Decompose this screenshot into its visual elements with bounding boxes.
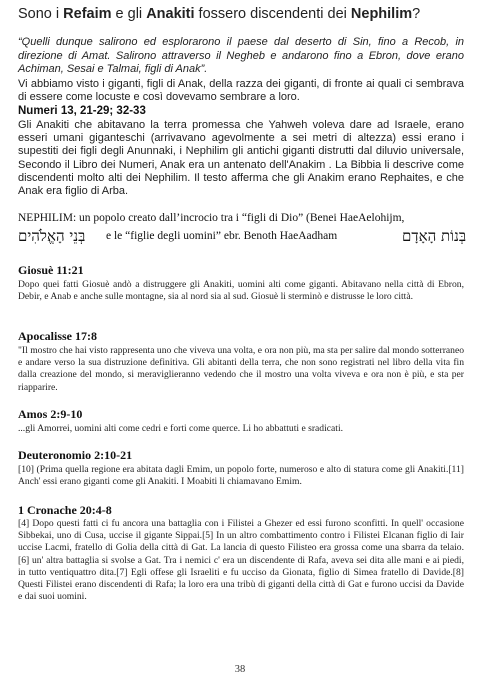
title-text-mid2: fossero discendenti dei [194,6,351,22]
section-body-amos: ...gli Amorrei, uomini alti come cedri e forti come querce. Li ho abbattuti e sradicati. [18,423,344,434]
section-heading-giosue: Giosuè 11:21 [18,263,84,277]
section-heading-amos: Amos 2:9-10 [18,407,83,421]
hebrew-benoth-haadam: בְּנוֹת הָאָדָם [402,227,467,245]
bible-quote: “Quelli dunque salirono ed esplorarono il paese dal deserto di Sin, fino a Recob, in direzione di Amat. Salirono attraverso il Negheb e andarono fino a Ebron, dove erano Achiman, Sesai e Talmai, figli di Anak”. [18,36,464,75]
title-anakiti: Anakiti [146,6,195,22]
numeri-heading: Numeri 13, 21-29; 32-33 [18,105,146,117]
hebrew-line-text: e le “figlie degli uomini” ebr. Benoth HaeAadham [106,230,338,242]
title-refaim: Refaim [63,6,112,22]
section-body-cronache: [4] Dopo questi fatti ci fu ancora una battaglia con i Filistei a Ghezer ed essi furono sconfitti. In quell' occasione Sibbekai, uno di Cusa, uccise il gigante Sippai.[5] In un altro combattimento contro i Filistei Elcanan figlio di Iair uccise Lacmi, fratello di Golia della città di Gat. La lancia di questo Filisteo era grossa come una sbarra da telaio.[6] un' altra battaglia si svolse a Gat. Tra i nemici c' era un discendente di Rafa, aveva sei dita alle mani e ai piedi, in tutto ventiquattro dita.[7] Egli offese gli Israeliti e fu ucciso da Gionata, figlio di Simea fratello di Davide.[8] Questi Filistei erano discendenti di Rafa; la loro era una tribù di giganti della città di Gat e furono uccisi da Davide e dai suoi uomini. [18,518,464,603]
section-heading-apocalisse: Apocalisse 17:8 [18,329,97,343]
section-body-apocalisse: "Il mostro che hai visto rappresenta uno che viveva una volta, e ora non più, ma sta per salire dal mondo sotterraneo e andare verso la sua distruzione definitiva. Gli abitanti della terra, che non sono registrati nel libro della vita fin dalla creazione del mondo, si meraviglieranno vedendo che il mostro una volta viveva e ora non è più, e sta per riapparire. [18,345,464,393]
page-number: 38 [234,664,246,675]
numeri-paragraph: Gli Anakiti che abitavano la terra promessa che Yahweh voleva dare ad Israele, erano esseri umani giganteschi (arrivavano agevolmente a sei metri di altezza) essi erano i supestiti dei figli degli Anunnaki, i Nephilim gli antichi giganti distrutti dal diluvio universale, Secondo il Libro dei Numeri, Anak era un antenato dell'Anakim . La Bibbia li descrive come discendenti molto alti dei Nephilim. Il testo afferma che gli Anakim erano Rephaites, e che Anak era figlio di Arba. [18,119,464,198]
title-text-mid1: e gli [111,6,147,22]
title-nephilim: Nephilim [350,6,413,22]
page-title [18,5,464,23]
section-heading-cronache: 1 Cronache 20:4-8 [18,503,112,517]
nephilim-definition: NEPHILIM: un popolo creato dall’incrocio tra i “figli di Dio” (Benei HaeAelohijm, [18,212,405,224]
hebrew-terms-line [18,227,467,247]
section-body-giosue: Dopo quei fatti Giosuè andò a distruggere gli Anakiti, uomini alti come giganti. Abitavano nella città di Ebron, Debir, e Anab e anche sulle montagne, sia al nord sia al sud. Giosuè li sterminò e distrusse le loro città. [18,279,464,303]
title-text-suffix: ? [412,6,421,22]
quote-continuation: Vi abbiamo visto i giganti, figli di Anak, della razza dei giganti, di fronte ai quali ci sembrava di essere come locuste e così dovevamo sembrare a loro. [18,78,464,103]
section-heading-deuteronomio: Deuteronomio 2:10-21 [18,448,133,462]
section-body-deuteronomio: [10] (Prima quella regione era abitata dagli Emim, un popolo forte, numeroso e alto di statura come gli Anakiti.[11] Anch' essi erano giganti come gli Anakiti. I Moabiti li chiamavano Emim. [18,464,464,488]
hebrew-benei-haelohim: בְּנֵי הָאֱלֹהִים [18,227,86,245]
title-text-prefix: Sono i [18,6,64,22]
